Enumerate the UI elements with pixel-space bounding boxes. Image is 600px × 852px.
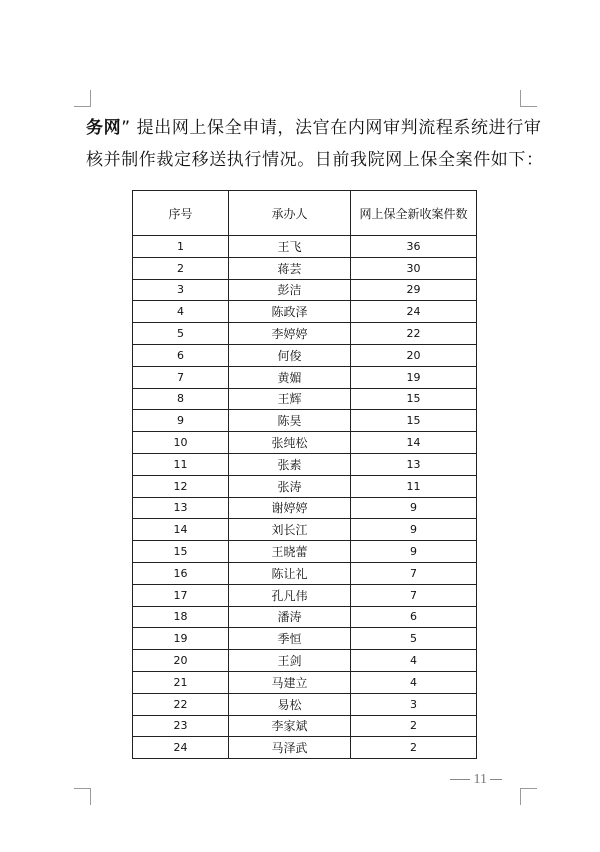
table-row — [133, 475, 477, 497]
cell-serial-number: 18 — [133, 606, 229, 628]
page-number-dash-right — [490, 779, 502, 780]
page-number: 11 — [473, 772, 487, 787]
cell-case-count: 7 — [351, 584, 477, 606]
table-row — [133, 497, 477, 519]
cell-case-count: 2 — [351, 737, 477, 759]
cell-serial-number: 6 — [133, 344, 229, 366]
cell-judge-name: 张涛 — [229, 475, 351, 497]
cell-case-count: 15 — [351, 388, 477, 410]
cell-case-count: 2 — [351, 715, 477, 737]
table-row — [133, 301, 477, 323]
cell-judge-name: 张素 — [229, 453, 351, 475]
cell-judge-name: 王辉 — [229, 388, 351, 410]
cell-judge-name: 谢婷婷 — [229, 497, 351, 519]
header-judge: 承办人 — [229, 191, 351, 236]
cell-case-count: 22 — [351, 323, 477, 345]
cell-serial-number: 2 — [133, 257, 229, 279]
cell-judge-name: 何俊 — [229, 344, 351, 366]
cell-judge-name: 黄媚 — [229, 366, 351, 388]
page-number-dash-left — [450, 779, 470, 780]
cell-judge-name: 易松 — [229, 693, 351, 715]
cell-judge-name: 刘长江 — [229, 519, 351, 541]
cell-judge-name: 陈昊 — [229, 410, 351, 432]
table-row — [133, 650, 477, 672]
cell-case-count: 30 — [351, 257, 477, 279]
cell-case-count: 13 — [351, 453, 477, 475]
cell-serial-number: 9 — [133, 410, 229, 432]
cell-case-count: 9 — [351, 519, 477, 541]
cell-case-count: 3 — [351, 693, 477, 715]
table-row — [133, 584, 477, 606]
cell-judge-name: 潘涛 — [229, 606, 351, 628]
table-row — [133, 388, 477, 410]
cell-judge-name: 马泽武 — [229, 737, 351, 759]
cell-serial-number: 20 — [133, 650, 229, 672]
cell-serial-number: 10 — [133, 432, 229, 454]
cell-serial-number: 22 — [133, 693, 229, 715]
cell-serial-number: 1 — [133, 236, 229, 258]
cell-case-count: 11 — [351, 475, 477, 497]
cell-case-count: 9 — [351, 541, 477, 563]
cell-judge-name: 李婷婷 — [229, 323, 351, 345]
cell-serial-number: 16 — [133, 562, 229, 584]
cell-serial-number: 3 — [133, 279, 229, 301]
table-row — [133, 432, 477, 454]
header-serial-number: 序号 — [133, 191, 229, 236]
cell-judge-name: 李家斌 — [229, 715, 351, 737]
table-row — [133, 453, 477, 475]
cell-case-count: 36 — [351, 236, 477, 258]
table-row — [133, 410, 477, 432]
table-row — [133, 323, 477, 345]
crop-mark-top-right — [520, 90, 537, 107]
cell-serial-number: 13 — [133, 497, 229, 519]
cell-judge-name: 王晓蕾 — [229, 541, 351, 563]
cell-case-count: 14 — [351, 432, 477, 454]
table-row — [133, 366, 477, 388]
cell-serial-number: 7 — [133, 366, 229, 388]
table-row — [133, 737, 477, 759]
table-row — [133, 693, 477, 715]
paragraph-line-1-text: ” 提出网上保全申请，法官在内网审判流程系统进行审 — [121, 118, 542, 138]
table-row — [133, 257, 477, 279]
crop-mark-top-left — [74, 90, 91, 107]
table-body — [133, 236, 477, 759]
cell-serial-number: 11 — [133, 453, 229, 475]
cell-serial-number: 14 — [133, 519, 229, 541]
header-case-count: 网上保全新收案件数 — [351, 191, 477, 236]
cell-case-count: 15 — [351, 410, 477, 432]
table-row — [133, 541, 477, 563]
table-row — [133, 715, 477, 737]
cell-judge-name: 蒋芸 — [229, 257, 351, 279]
cell-serial-number: 24 — [133, 737, 229, 759]
cell-serial-number: 15 — [133, 541, 229, 563]
cell-serial-number: 23 — [133, 715, 229, 737]
table-row — [133, 344, 477, 366]
cell-serial-number: 4 — [133, 301, 229, 323]
paragraph-line-2: 核并制作裁定移送执行情况。日前我院网上保全案件如下： — [86, 150, 544, 170]
cell-serial-number: 21 — [133, 671, 229, 693]
crop-mark-bottom-left — [74, 788, 91, 805]
cell-judge-name: 王剑 — [229, 650, 351, 672]
cell-serial-number: 19 — [133, 628, 229, 650]
table-row — [133, 671, 477, 693]
cell-case-count: 6 — [351, 606, 477, 628]
crop-mark-bottom-right — [520, 788, 537, 805]
cell-judge-name: 彭洁 — [229, 279, 351, 301]
cell-judge-name: 陈让礼 — [229, 562, 351, 584]
cell-judge-name: 张纯松 — [229, 432, 351, 454]
table-row — [133, 236, 477, 258]
table-row — [133, 606, 477, 628]
cell-judge-name: 陈政泽 — [229, 301, 351, 323]
body-paragraph — [86, 112, 544, 176]
cell-serial-number: 8 — [133, 388, 229, 410]
table-header-row — [133, 191, 477, 236]
cell-case-count: 5 — [351, 628, 477, 650]
cell-case-count: 9 — [351, 497, 477, 519]
cell-judge-name: 季恒 — [229, 628, 351, 650]
paragraph-bold-term: 务网 — [86, 118, 122, 138]
case-count-table — [132, 190, 477, 759]
cell-case-count: 7 — [351, 562, 477, 584]
table-row — [133, 279, 477, 301]
page-footer — [450, 772, 530, 788]
cell-serial-number: 12 — [133, 475, 229, 497]
cell-case-count: 4 — [351, 671, 477, 693]
cell-case-count: 19 — [351, 366, 477, 388]
cell-case-count: 20 — [351, 344, 477, 366]
cell-case-count: 4 — [351, 650, 477, 672]
cell-case-count: 24 — [351, 301, 477, 323]
cell-judge-name: 王飞 — [229, 236, 351, 258]
cell-serial-number: 5 — [133, 323, 229, 345]
table-row — [133, 562, 477, 584]
paragraph-line-1 — [86, 112, 542, 144]
cell-judge-name: 孔凡伟 — [229, 584, 351, 606]
table-row — [133, 628, 477, 650]
table-row — [133, 519, 477, 541]
cell-case-count: 29 — [351, 279, 477, 301]
cell-serial-number: 17 — [133, 584, 229, 606]
cell-judge-name: 马建立 — [229, 671, 351, 693]
